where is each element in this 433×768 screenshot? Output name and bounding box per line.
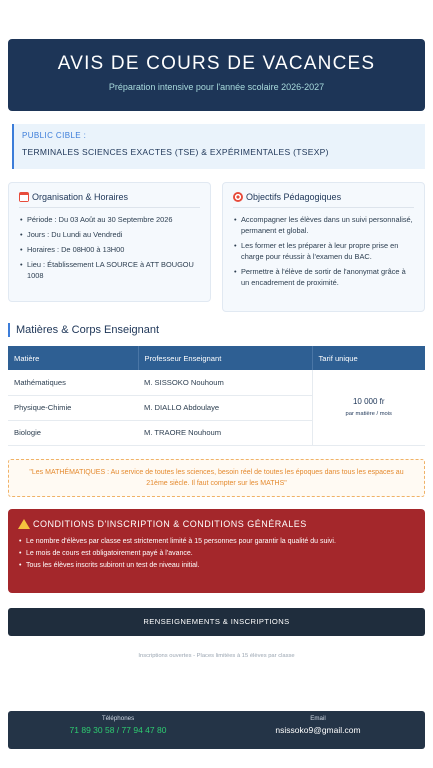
teacher-cell: M. SISSOKO Nouhoum xyxy=(138,370,312,395)
calendar-icon xyxy=(19,192,29,202)
price-cell xyxy=(312,370,425,445)
price-amount: 10 000 fr xyxy=(352,397,385,407)
list-item: • Le mois de cours est obligatoirement payé à l'avance. xyxy=(18,548,415,560)
column-header-professeur: Professeur Enseignant xyxy=(138,346,312,370)
table-row xyxy=(8,370,425,395)
email-value[interactable]: nsissoko9@gmail.com xyxy=(275,725,361,735)
header-banner xyxy=(8,39,425,111)
subject-cell: Biologie xyxy=(8,420,138,445)
list-item: • Le nombre d'élèves par classe est strictement limité à 15 personnes pour garantir la qualité du suivi. xyxy=(18,536,415,548)
phone-label: Téléphones xyxy=(101,715,135,722)
table-header-row xyxy=(8,346,425,370)
subject-cell: Physique-Chimie xyxy=(8,395,138,420)
teacher-cell: M. DIALLO Abdoulaye xyxy=(138,395,312,420)
public-target-box xyxy=(12,124,425,169)
list-item: • Jours : Du Lundi au Vendredi xyxy=(19,229,200,240)
phone-value[interactable]: 71 89 30 58 / 77 94 47 80 xyxy=(69,725,167,735)
list-item: • Lieu : Établissement LA SOURCE à ATT BOUGOU 1008 xyxy=(19,259,200,281)
conditions-title: CONDITIONS D'INSCRIPTION & CONDITIONS GÉNÉRALES xyxy=(33,519,307,529)
list-item: • Période : Du 03 Août au 30 Septembre 2026 xyxy=(19,214,200,225)
column-header-matiere: Matière xyxy=(8,346,138,370)
target-icon xyxy=(233,192,243,202)
list-item: • Accompagner les élèves dans un suivi personnalisé, permanent et global. xyxy=(233,214,414,236)
teacher-cell: M. TRAORE Nouhoum xyxy=(138,420,312,445)
conditions-box xyxy=(8,509,425,593)
email-label: Email xyxy=(310,715,326,722)
phone-column xyxy=(48,715,188,735)
subject-cell: Mathématiques xyxy=(8,370,138,395)
list-item: • Permettre à l'élève de sortir de l'anonymat grâce à un encadrement de proximité. xyxy=(233,266,414,288)
objectifs-title: Objectifs Pédagogiques xyxy=(246,192,342,202)
objectifs-list xyxy=(233,214,414,288)
public-label: PUBLIC CIBLE : xyxy=(22,131,87,140)
organisation-card xyxy=(8,182,211,302)
warning-icon xyxy=(18,519,30,529)
objectifs-title-row xyxy=(233,192,414,208)
column-header-tarif: Tarif unique xyxy=(312,346,425,370)
objectifs-card xyxy=(222,182,425,312)
page-title: AVIS DE COURS DE VACANCES xyxy=(57,53,376,74)
price-unit: par matière / mois xyxy=(345,411,392,418)
conditions-title-row xyxy=(18,519,415,529)
list-item: • Tous les élèves inscrits subiront un test de niveau initial. xyxy=(18,560,415,572)
list-item: • Horaires : De 08H00 à 13H00 xyxy=(19,244,200,255)
organisation-title: Organisation & Horaires xyxy=(32,192,129,202)
matieres-section-title: Matières & Corps Enseignant xyxy=(8,323,159,337)
public-text: TERMINALES SCIENCES EXACTES (TSE) & EXPÉRIMENTALES (TSEXP) xyxy=(22,147,329,157)
contact-footer xyxy=(8,711,425,749)
conditions-list xyxy=(18,536,415,572)
matieres-table xyxy=(8,346,425,446)
places-note: Inscriptions ouvertes - Places limitées à 15 élèves par classe xyxy=(138,653,295,659)
info-bar: RENSEIGNEMENTS & INSCRIPTIONS xyxy=(8,608,425,636)
maths-quote: "Les MATHÉMATIQUES : Au service de toutes les sciences, besoin réel de toutes les époques dans tous les espaces au 21ème siècle. Il faut compter sur les MATHS" xyxy=(8,459,425,497)
email-column xyxy=(248,715,388,735)
list-item: • Les former et les préparer à leur propre prise en charge pour réussir à l'examen du BAC. xyxy=(233,240,414,262)
organisation-list xyxy=(19,214,200,281)
page-subtitle: Préparation intensive pour l'année scolaire 2026-2027 xyxy=(108,82,325,92)
organisation-title-row xyxy=(19,192,200,208)
